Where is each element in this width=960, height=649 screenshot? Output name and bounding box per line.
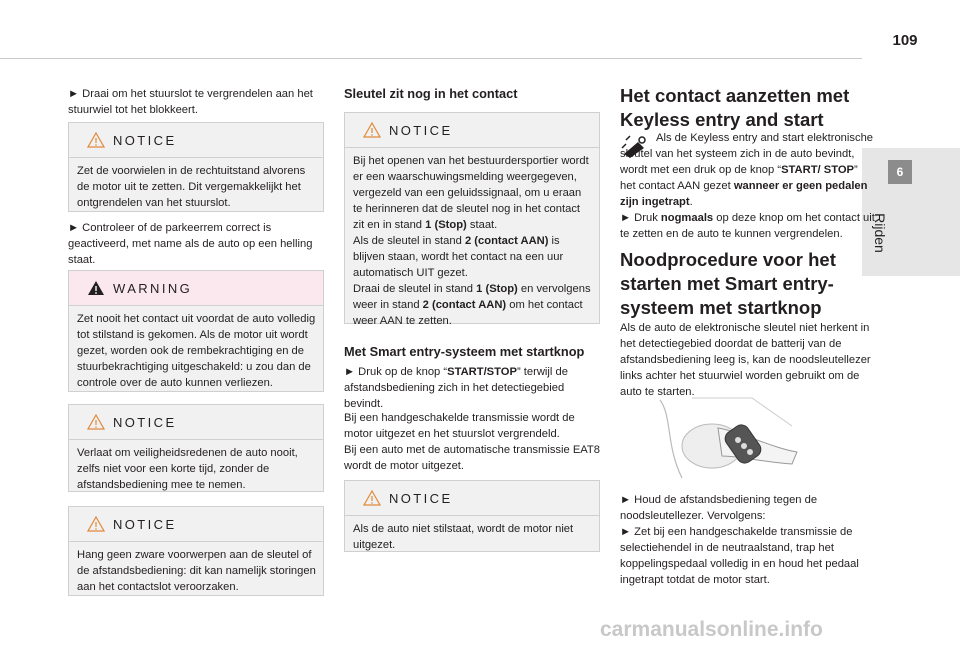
section-heading: Met Smart entry-systeem met startknop [344, 344, 585, 359]
notice-body [345, 149, 601, 333]
chapter-number: 6 [888, 160, 912, 184]
text-run: op deze knop om het contact uit te zetten en de auto te kunnen vergrendelen. [620, 212, 875, 240]
warning-title: WARNING [113, 281, 193, 296]
text-run-bold: 1 (Stop) [476, 283, 518, 295]
key-reader-illustration [652, 396, 802, 482]
text-run-bold: 2 (contact AAN) [464, 235, 549, 247]
paragraph: ► Houd de afstandsbediening tegen de noodsleutellezer. Vervolgens: [620, 494, 818, 522]
notice-title: NOTICE [389, 491, 453, 506]
notice-header [69, 123, 323, 158]
chapter-label-wrap [871, 200, 924, 270]
notice-header [345, 481, 599, 516]
paragraph: ► Draai om het stuurslot te vergrendelen aan het stuurwiel tot het blokkeert. [68, 88, 313, 116]
notice-box [68, 404, 324, 492]
paragraph [344, 364, 600, 412]
notice-box [68, 506, 324, 596]
text-run: ” het contact AAN gezet [620, 164, 858, 192]
caution-icon [363, 490, 381, 506]
text-run-bold: nogmaals [660, 212, 714, 224]
warning-header [69, 271, 323, 306]
text-run: Als de Keyless entry and start elektronische sleutel van het systeem zich in de auto bevindt, wordt met een druk op de knop “ [620, 132, 874, 176]
text-run: ” terwijl de afstandsbediening zich in het detectiegebied bevindt. [344, 366, 568, 410]
header-rule [0, 58, 862, 59]
section-heading: Noodprocedure voor het starten met Smart entry-systeem met startknop [620, 249, 836, 318]
paragraph: ► Zet bij een handgeschakelde transmissie de selectiehendel in de neutraalstand, trap het koppelingspedaal volledig in en houd het pedaal ingetrapt totdat de motor start. [620, 526, 859, 586]
notice-body: Verlaat om veiligheidsredenen de auto nooit, zelfs niet voor een korte tijd, zonder de afstandsbediening mee te nemen. [77, 447, 298, 491]
notice-body: Hang geen zware voorwerpen aan de sleutel of de afstandsbediening: dit kan namelijk storingen aan het contactslot veroorzaken. [77, 549, 316, 593]
text-run: staat. [466, 219, 498, 231]
chapter-label: Rijden [871, 213, 888, 253]
paragraph: ► Controleer of de parkeerrem correct is geactiveerd, met name als de auto op een helling staat. [68, 222, 313, 266]
notice-header [69, 405, 323, 440]
text-run-bold: START/ STOP [781, 164, 855, 176]
notice-body: Als de auto niet stilstaat, wordt de motor niet uitgezet. [353, 523, 574, 551]
paragraph [620, 210, 876, 242]
text-run: en vervolgens weer in stand [353, 283, 591, 311]
text-run: Als de sleutel in stand [353, 235, 465, 247]
notice-box [68, 122, 324, 212]
warning-box [68, 270, 324, 392]
warning-icon [87, 280, 105, 296]
notice-title: NOTICE [113, 415, 177, 430]
notice-box [344, 480, 600, 552]
paragraph: Bij een handgeschakelde transmissie wordt de motor uitgezet en het stuurslot vergrendeld. [344, 412, 575, 440]
watermark: carmanualsonline.info [600, 618, 823, 641]
paragraph [620, 130, 876, 210]
text-run: Draai de sleutel in stand [353, 283, 477, 295]
section-heading: Het contact aanzetten met Keyless entry and start [620, 85, 850, 130]
paragraph: Bij een auto met de automatische transmissie EAT8 wordt de motor uitgezet. [344, 444, 600, 472]
caution-icon [363, 122, 381, 138]
notice-title: NOTICE [389, 123, 453, 138]
text-run-bold: 2 (contact AAN) [422, 299, 507, 311]
text-run: Bij het openen van het bestuurdersportier wordt er een waarschuwingsmelding weergegeven, vergezeld van een geluidssignaal, om u eraan te herinneren dat de sleutel nog in het contact zit en in stand [353, 155, 589, 231]
caution-icon [87, 516, 105, 532]
text-run: ► Druk [620, 212, 661, 224]
notice-box [344, 112, 600, 327]
text-run-bold: wanneer er geen pedalen zijn ingetrapt [620, 180, 868, 208]
notice-title: NOTICE [113, 133, 177, 148]
caution-icon [87, 132, 105, 148]
section-heading: Sleutel zit nog in het contact [344, 86, 518, 101]
page-number: 109 [892, 32, 918, 49]
notice-header [69, 507, 323, 542]
notice-title: NOTICE [113, 517, 177, 532]
text-run: is blijven staan, wordt het contact na een uur automatisch UIT gezet. [353, 235, 564, 279]
warning-body: Zet nooit het contact uit voordat de auto volledig tot stilstand is gekomen. Als de motor uit wordt gezet, worden ook de rembekrachtiging en de stuurbekrachtiging uitgeschakeld: u zou dan de controle over de auto kunnen verliezen. [77, 313, 316, 389]
notice-body: Zet de voorwielen in de rechtuitstand alvorens de motor uit te zetten. Dit vergemakkelijkt het ontgrendelen van het stuurslot. [77, 165, 306, 209]
text-run-bold: START/STOP [447, 366, 517, 378]
notice-header [345, 113, 599, 148]
text-run: ► Druk op de knop “ [344, 366, 448, 378]
text-run-bold: 1 (Stop) [425, 219, 467, 231]
text-run: . [689, 196, 693, 208]
caution-icon [87, 414, 105, 430]
paragraph: Als de auto de elektronische sleutel niet herkent in het detectiegebied doordat de batterij van de afstandsbediening leeg is, kan de noodsleutellezer links achter het stuurwiel worden gebruikt om de auto te starten. [620, 322, 871, 398]
text-run: om het contact weer AAN te zetten. [353, 299, 583, 327]
